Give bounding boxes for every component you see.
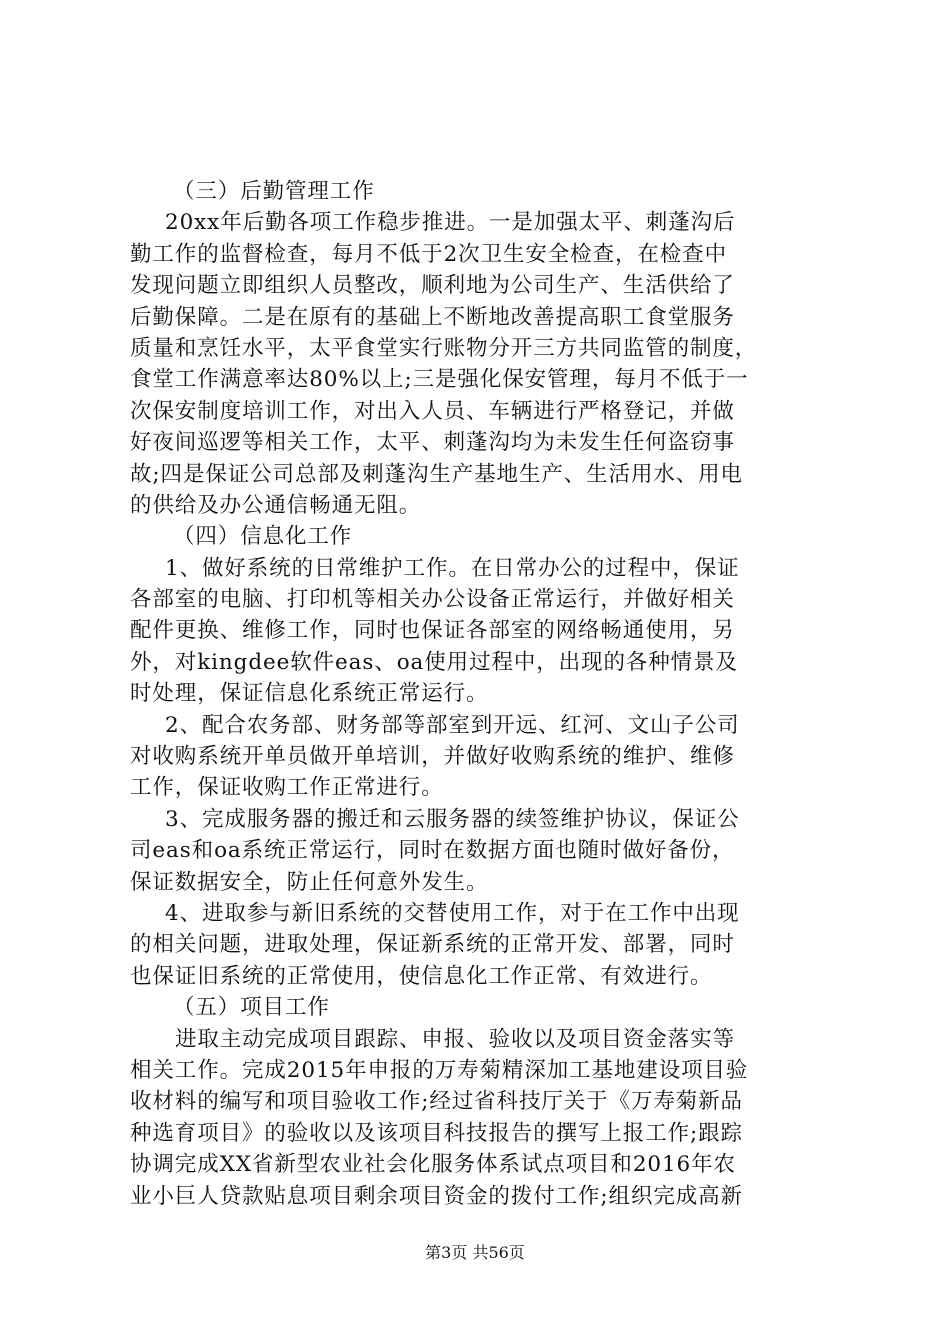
paragraph-line: 勤工作的监督检查，每月不低于2次卫生安全检查，在检查中 [130, 241, 727, 267]
paragraph-line: 的相关问题，进取处理，保证新系统的正常开发、部署，同时 [130, 932, 735, 958]
section-heading-projects: （五）项目工作 [173, 995, 330, 1021]
paragraph-line: 食堂工作满意率达80%以上;三是强化保安管理，每月不低于一 [130, 367, 749, 393]
section-heading-logistics: （三）后勤管理工作 [173, 179, 375, 204]
paragraph-line: 2、配合农务部、财务部等部室到开远、红河、文山子公司 [165, 712, 740, 738]
paragraph-line: 相关工作。完成2015年申报的万寿菊精深加工基地建设项目验 [130, 1057, 749, 1083]
paragraph-line: 对收购系统开单员做开单培训，并做好收购系统的维护、维修 [130, 744, 735, 770]
paragraph-line: 工作，保证收购工作正常进行。 [130, 775, 444, 801]
paragraph-line: 3、完成服务器的搬迁和云服务器的续签维护协议，保证公 [165, 806, 740, 832]
page-number-footer: 第3页 共56页 [425, 1243, 525, 1262]
paragraph-line: 时处理，保证信息化系统正常运行。 [130, 681, 489, 707]
paragraph-line: 20xx年后勤各项工作稳步推进。一是加强太平、刺蓬沟后 [165, 210, 736, 236]
paragraph-line: 各部室的电脑、打印机等相关办公设备正常运行，并做好相关 [130, 587, 735, 613]
paragraph-line: 故;四是保证公司总部及刺蓬沟生产基地生产、生活用水、用电 [130, 461, 743, 487]
paragraph-line: 质量和烹饪水平，太平食堂实行账物分开三方共同监管的制度， [130, 335, 758, 361]
paragraph-line: 也保证旧系统的正常使用，使信息化工作正常、有效进行。 [130, 963, 713, 989]
paragraph-line: 发现问题立即组织人员整改，顺利地为公司生产、生活供给了 [130, 273, 735, 299]
paragraph-line: 配件更换、维修工作，同时也保证各部室的网络畅通使用，另 [130, 618, 735, 644]
paragraph-line: 业小巨人贷款贴息项目剩余项目资金的拨付工作;组织完成高新 [130, 1183, 743, 1209]
paragraph-line: 次保安制度培训工作，对出入人员、车辆进行严格登记，并做 [130, 398, 735, 424]
document-body [130, 176, 830, 1212]
paragraph-line: 保证数据安全，防止任何意外发生。 [130, 869, 489, 895]
paragraph-line: 好夜间巡逻等相关工作，太平、刺蓬沟均为未发生任何盗窃事 [130, 430, 735, 456]
paragraph-line: 种选育项目》的验收以及该项目科技报告的撰写上报工作;跟踪 [130, 1120, 743, 1146]
paragraph-line: 后勤保障。二是在原有的基础上不断地改善提高职工食堂服务 [130, 304, 735, 330]
paragraph-line: 收材料的编写和项目验收工作;经过省科技厅关于《万寿菊新品 [130, 1089, 743, 1115]
paragraph-line: 的供给及办公通信畅通无阻。 [130, 492, 422, 518]
paragraph-line: 4、进取参与新旧系统的交替使用工作，对于在工作中出现 [165, 900, 740, 926]
paragraph-line: 协调完成XX省新型农业社会化服务体系试点项目和2016年农 [130, 1152, 736, 1178]
section-heading-informatization: （四）信息化工作 [173, 524, 353, 550]
paragraph-line: 1、做好系统的日常维护工作。在日常办公的过程中，保证 [165, 555, 740, 581]
paragraph-line: 司eas和oa系统正常运行，同时在数据方面也随时做好备份， [130, 838, 735, 864]
paragraph-line: 进取主动完成项目跟踪、申报、验收以及项目资金落实等 [175, 1026, 736, 1052]
paragraph-line: 外，对kingdee软件eas、oa使用过程中，出现的各种情景及 [130, 649, 738, 675]
